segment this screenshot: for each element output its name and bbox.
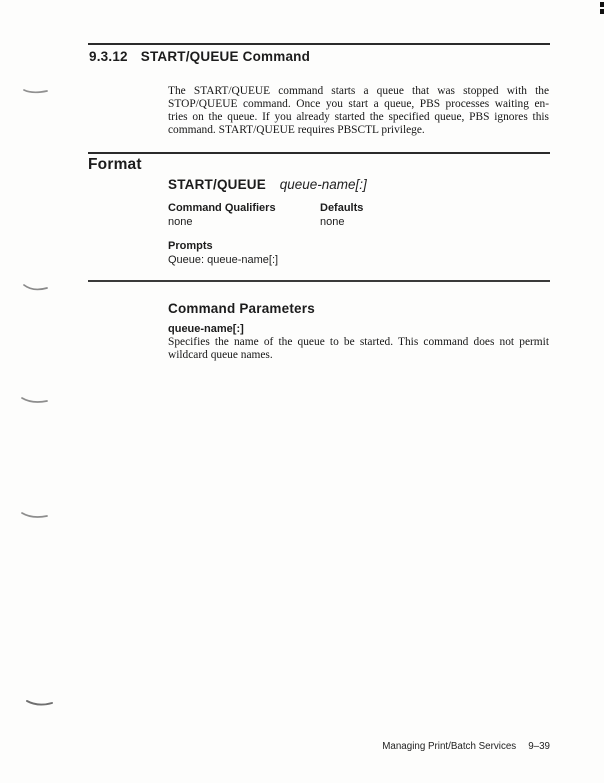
format-divider-rule: [88, 152, 550, 154]
intro-line: The START/QUEUE command starts a queue that was stopped with the: [168, 85, 549, 97]
parameters-heading: Command Parameters: [168, 301, 315, 316]
page-footer: [0, 741, 550, 752]
binding-mark-icon: [26, 697, 54, 709]
intro-line: tries on the queue. If you already started the specified queue, PBS ignores this: [168, 110, 549, 123]
description-line: wildcard queue names.: [168, 348, 273, 361]
qualifiers-value: none: [168, 216, 193, 228]
format-heading: Format: [88, 156, 142, 173]
footer-text: Managing Print/Batch Services: [382, 741, 517, 752]
intro-line: command. START/QUEUE requires PBSCTL privilege.: [168, 123, 425, 136]
parameters-divider-rule: [88, 280, 550, 282]
intro-paragraph: [168, 85, 549, 137]
section-divider-rule: [88, 43, 550, 45]
intro-line: STOP/QUEUE command. Once you start a queue, PBS processes waiting en-: [168, 97, 549, 110]
syntax-keyword: START/QUEUE: [168, 177, 266, 192]
section-title: START/QUEUE Command: [140, 49, 311, 64]
syntax-parameter: queue-name[:]: [279, 177, 367, 192]
prompt-line: Queue: queue-name[:]: [168, 254, 279, 266]
binding-mark-icon: [23, 86, 49, 96]
binding-mark-icon: [21, 510, 49, 521]
page-number: 9–39: [528, 741, 550, 752]
prompts-heading: Prompts: [168, 240, 213, 252]
command-syntax: [168, 177, 367, 192]
binding-mark-icon: [23, 282, 49, 294]
binding-mark-icon: [21, 395, 49, 406]
defaults-value: none: [320, 216, 345, 228]
section-number: 9.3.12: [89, 49, 128, 64]
defaults-heading: Defaults: [320, 202, 364, 214]
parameter-description: [168, 336, 549, 362]
parameter-name: queue-name[:]: [168, 323, 244, 335]
qualifiers-heading: Command Qualifiers: [168, 202, 276, 214]
scan-artifact-icon: [600, 2, 604, 14]
section-heading: [89, 49, 310, 64]
description-line: Specifies the name of the queue to be started. This command does not permit: [168, 336, 549, 348]
